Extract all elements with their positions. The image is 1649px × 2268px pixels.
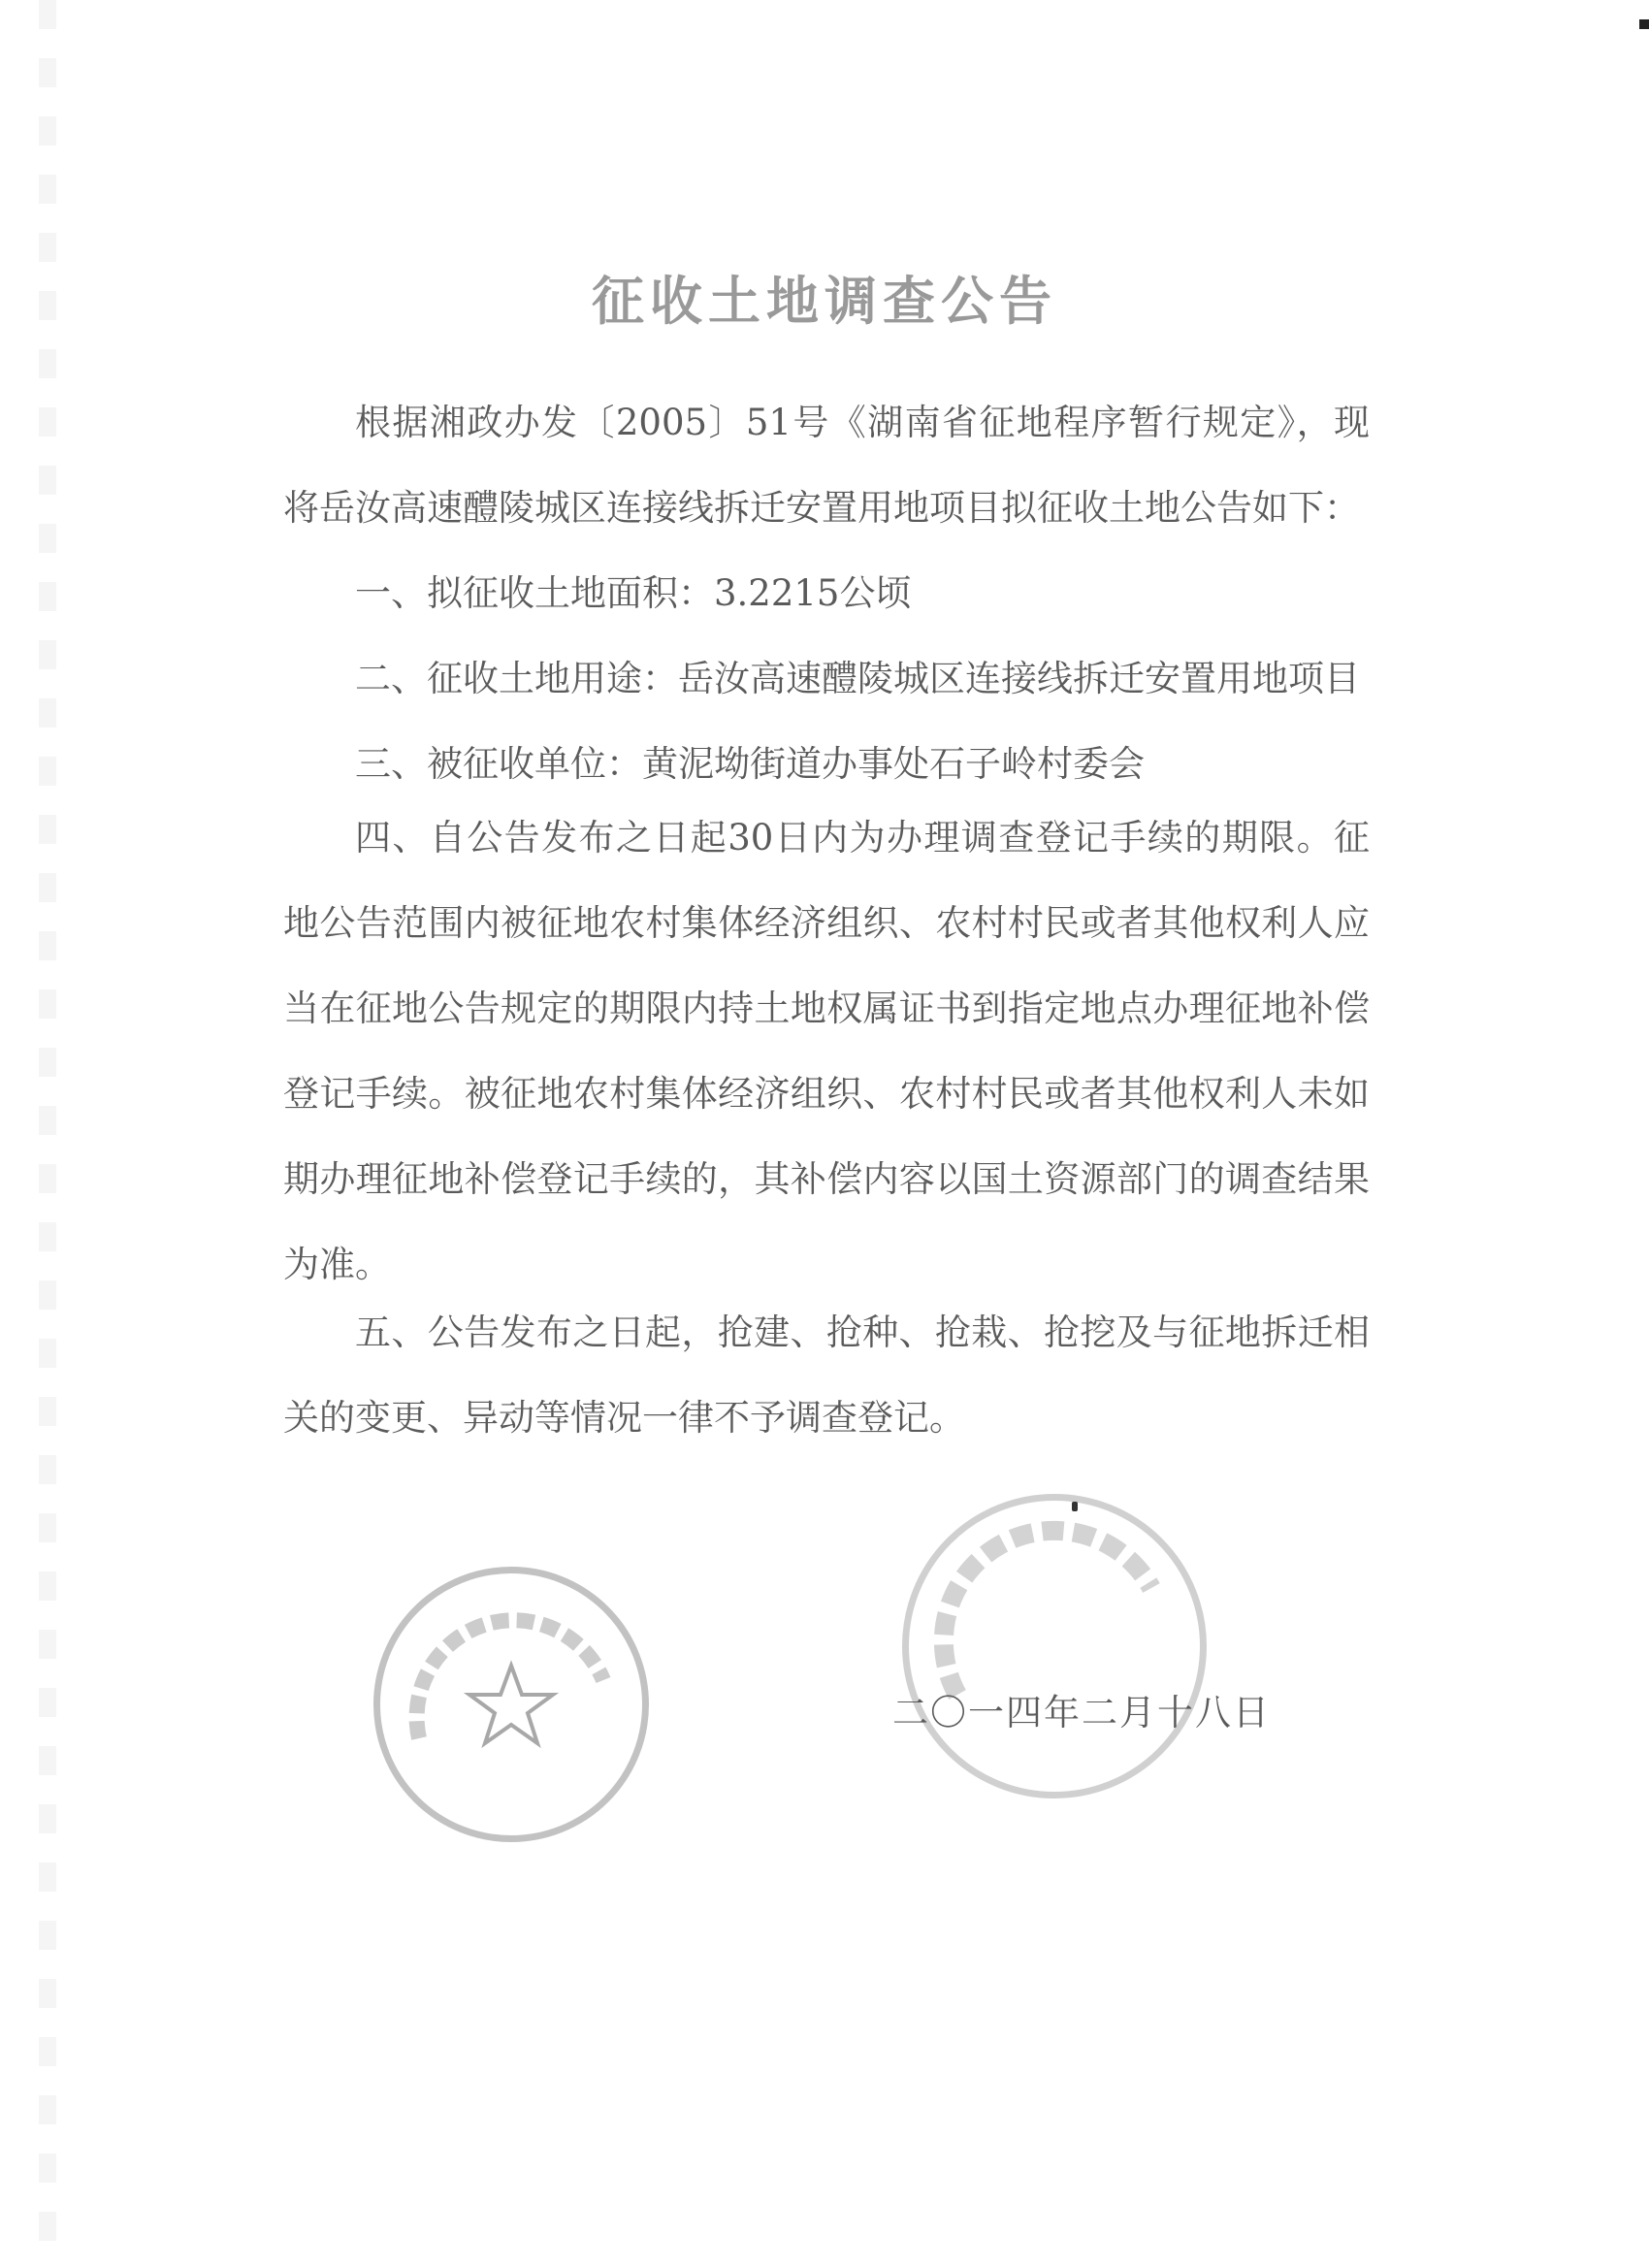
item-no-registration: 五、公告发布之日起，抢建、抢种、抢栽、抢挖及与征地拆迁相关的变更、异动等情况一律不予调查登记。: [283, 1312, 1370, 1439]
document-title: 征收土地调查公告: [592, 271, 1057, 332]
seal-ring-icon: [909, 1501, 1200, 1792]
scan-speck: [1072, 1502, 1078, 1511]
intro-paragraph: 根据湘政办发〔2005〕51号《湖南省征地程序暂行规定》，现将岳汝高速醴陵城区连接线拆迁安置用地项目拟征收土地公告如下：: [283, 402, 1370, 529]
scan-corner-mark: [1639, 19, 1649, 29]
official-seal-left: [373, 1567, 649, 1842]
item-registration-period: 四、自公告发布之日起30日内为办理调查登记手续的期限。征地公告范围内被征地农村集体经济组织、农村村民或者其他权利人应当在征地公告规定的期限内持土地权属证书到指定地点办理征地补偿登记手续。被征地农村集体经济组织、农村村民或者其他权利人未如期办理征地补偿登记手续的，其补偿内容以国土资源部门的调查结果为准。: [283, 817, 1370, 1285]
scan-edge-artifact: [39, 0, 56, 2268]
item-land-use: 二、征收土地用途：岳汝高速醴陵城区连接线拆迁安置用地项目: [355, 658, 1360, 699]
official-seal-right: [902, 1494, 1207, 1798]
item-expropriated-unit: 三、被征收单位：黄泥坳街道办事处石子岭村委会: [355, 743, 1145, 785]
issue-date: 二〇一四年二月十八日: [892, 1692, 1271, 1733]
seal-star-icon: [380, 1573, 642, 1835]
item-land-area: 一、拟征收土地面积：3.2215公顷: [355, 572, 912, 614]
